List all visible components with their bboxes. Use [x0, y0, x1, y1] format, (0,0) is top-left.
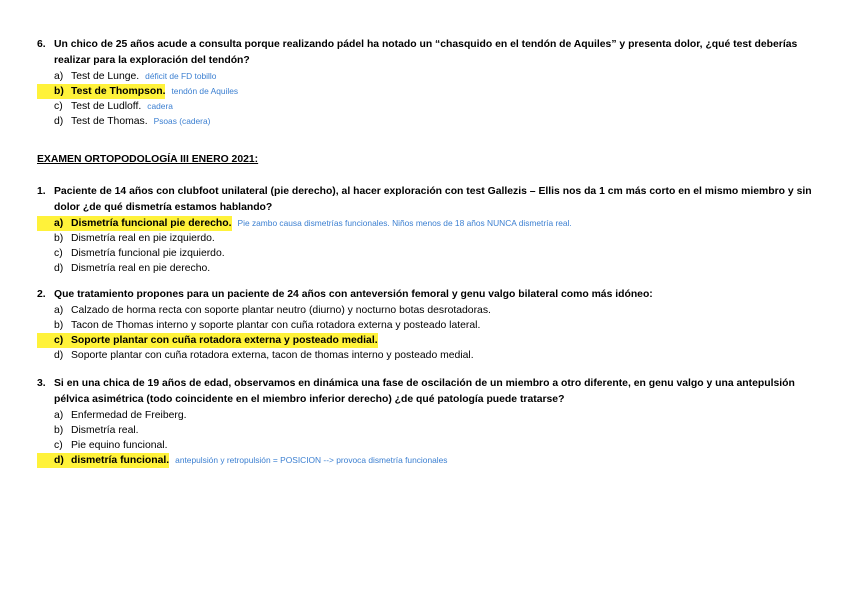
options-list [37, 408, 812, 468]
option-text: Calzado de horma recta con soporte plantar neutro (diurno) y nocturno botas desrotadoras. [71, 305, 491, 316]
answer-option [37, 69, 812, 84]
question-number: 6. [37, 39, 46, 50]
option-letter: a) [54, 71, 64, 82]
option-letter: c) [54, 248, 63, 259]
answer-option [37, 114, 812, 129]
option-letter: d) [54, 263, 64, 274]
answer-option [37, 333, 812, 348]
question-text: Un chico de 25 años acude a consulta porque realizando pádel ha notado un “chasquido en el tendón de Aquiles” y presenta dolor, ¿qué test deberías realizar para la exploración del tendón? [54, 39, 798, 66]
answer-option [37, 318, 812, 333]
answer-option [37, 453, 812, 468]
handwritten-note: antepulsión y retropulsión = POSICION --> provoca dismetría funcionales [175, 455, 448, 465]
option-text: Soporte plantar con cuña rotadora externa, tacon de thomas interno y posteado medial. [71, 350, 474, 361]
option-text: Test de Thomas. [71, 116, 148, 127]
answer-option [37, 246, 812, 261]
answer-option [37, 99, 812, 114]
question-3 [37, 376, 812, 468]
handwritten-note: cadera [147, 101, 173, 111]
handwritten-note: Pie zambo causa dismetrías funcionales. Niños menos de 18 años NUNCA dismetría real. [237, 218, 572, 228]
question-text: Paciente de 14 años con clubfoot unilateral (pie derecho), al hacer exploración con test Gallezis – Ellis nos da 1 cm más corto en el mismo miembro y sin dolor ¿de qué dismetría estamos hablando? [54, 186, 812, 213]
option-letter: d) [37, 453, 71, 468]
option-letter: a) [54, 410, 64, 421]
answer-option [37, 348, 812, 363]
question-stem [37, 376, 812, 408]
answer-option [37, 438, 812, 453]
answer-option [37, 216, 812, 231]
option-text: Dismetría real en pie derecho. [71, 263, 211, 274]
question-2 [37, 287, 812, 363]
handwritten-note: Psoas (cadera) [153, 116, 211, 126]
option-text: Test de Ludloff. [71, 101, 142, 112]
option-letter: b) [54, 320, 64, 331]
question-stem [37, 37, 812, 69]
handwritten-note: tendón de Aquiles [171, 86, 239, 96]
option-text: Enfermedad de Freiberg. [71, 410, 187, 421]
question-number: 3. [37, 378, 46, 389]
option-letter: b) [54, 425, 64, 436]
options-list [37, 216, 812, 276]
options-list [37, 69, 812, 129]
correct-answer-text: dismetría funcional. [71, 455, 170, 466]
correct-answer-text: Test de Thompson. [71, 86, 166, 97]
question-text: Si en una chica de 19 años de edad, observamos en dinámica una fase de oscilación de un miembro a otro diferente, en genu valgo y una antepulsión pélvica asimétrica (todo coincidente en el miembro inferior derecho) ¿de qué patología puede tratarse? [54, 378, 795, 405]
answer-option [37, 408, 812, 423]
option-letter: a) [54, 305, 64, 316]
option-letter: b) [54, 233, 64, 244]
option-text: Test de Lunge. [71, 71, 140, 82]
answer-option [37, 84, 812, 99]
answer-option [37, 231, 812, 246]
option-letter: c) [54, 101, 63, 112]
option-text: Dismetría funcional pie izquierdo. [71, 248, 225, 259]
option-letter: d) [54, 350, 64, 361]
answer-option [37, 423, 812, 438]
question-number: 2. [37, 289, 46, 300]
question-6 [37, 37, 812, 129]
question-stem [37, 184, 812, 216]
option-letter: c) [37, 333, 71, 348]
option-letter: a) [37, 216, 71, 231]
options-list [37, 303, 812, 363]
answer-option [37, 303, 812, 318]
option-letter: c) [54, 440, 63, 451]
correct-answer-text: Soporte plantar con cuña rotadora externa y posteado medial. [71, 335, 378, 346]
option-text: Dismetría real. [71, 425, 139, 436]
option-letter: d) [54, 116, 64, 127]
handwritten-note: déficit de FD tobillo [145, 71, 217, 81]
answer-option [37, 261, 812, 276]
question-text: Que tratamiento propones para un paciente de 24 años con anteversión femoral y genu valgo bilateral como más idóneo: [54, 289, 653, 300]
option-text: Dismetría real en pie izquierdo. [71, 233, 215, 244]
option-text: Tacon de Thomas interno y soporte plantar con cuña rotadora externa y posteado lateral. [71, 320, 481, 331]
correct-answer-text: Dismetría funcional pie derecho. [71, 218, 232, 229]
question-stem [37, 287, 812, 303]
question-1 [37, 184, 812, 276]
option-text: Pie equino funcional. [71, 440, 168, 451]
section-title: EXAMEN ORTOPODOLOGÍA III ENERO 2021: [37, 154, 259, 165]
option-letter: b) [37, 84, 71, 99]
question-number: 1. [37, 186, 46, 197]
